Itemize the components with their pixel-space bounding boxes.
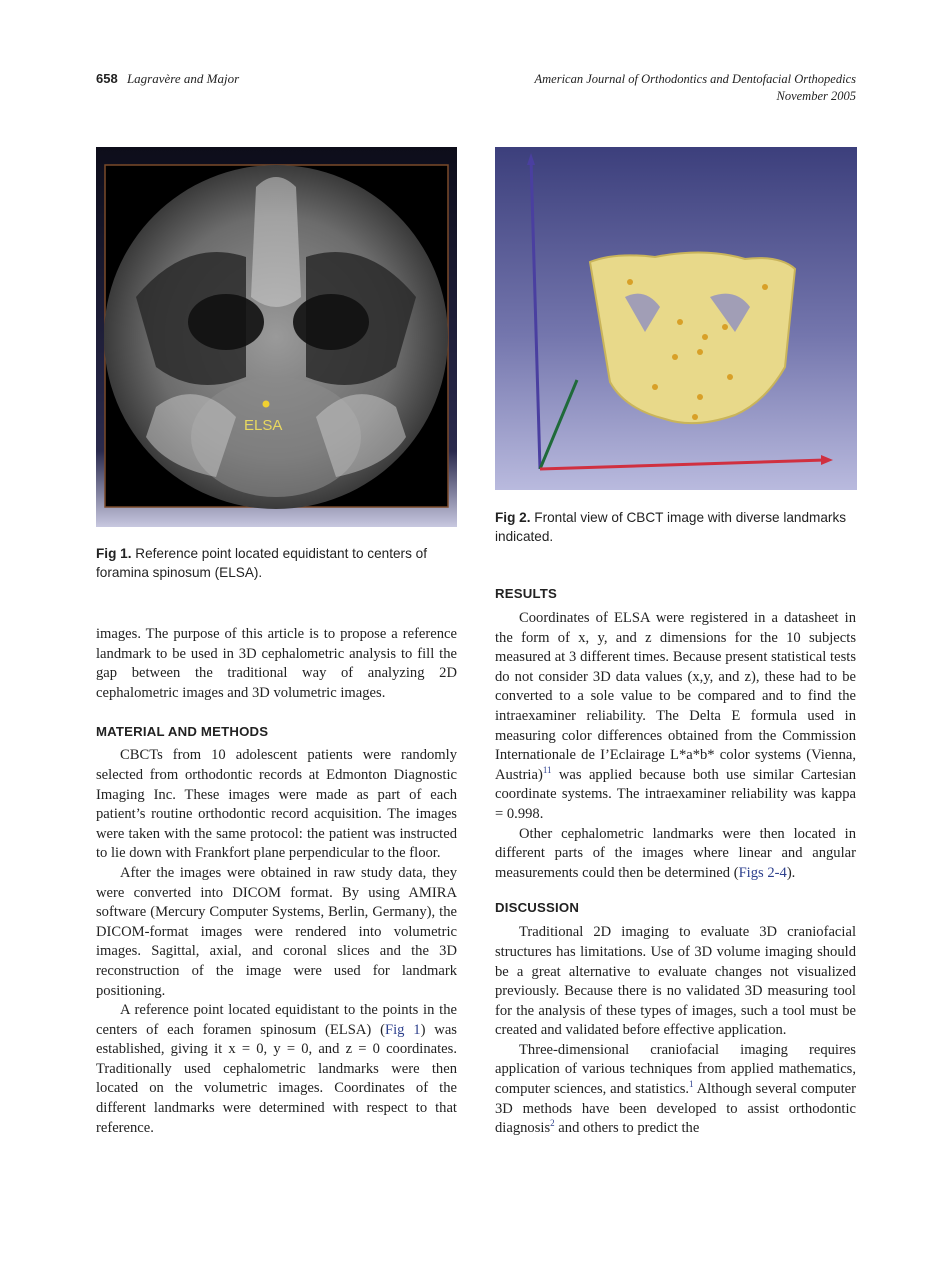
figure-2-label: Fig 2. [495,510,531,525]
figure-1-caption [96,545,457,582]
elsa-point-marker [263,401,270,408]
fig-1-link[interactable]: Fig 1 [384,1021,421,1038]
left-column [96,625,457,1138]
methods-heading: MATERIAL AND METHODS [96,724,269,740]
discussion-heading: DISCUSSION [495,900,580,916]
figure-1-image [96,147,457,527]
methods-paragraph-3: A reference point located equidistant to the points in the centers of each foramen spinosum (ELSA) (Fig 1) was established, giving it x = 0, y = 0, and z = 0 coordinates. Traditionally used cephalometric landmarks were then located on the volumetric images. Coordinates of the different landmarks were determined with respect to that reference. [96,1002,457,1136]
y-axis [540,380,577,469]
cbct-3d-illustration [495,147,857,490]
methods-paragraph-2: After the images were obtained in raw study data, they were converted into DICOM format. By using AMIRA software (Mercury Computer Systems, Berlin, Germany), the DICOM-format images were rendered into volumetric images. Sagittal, axial, and coronal slices and the 3D reconstruction of the image were used for landmark positioning. [96,864,457,999]
figure-1-label: Fig 1. [96,546,132,561]
journal-name: American Journal of Orthodontics and Dentofacial Orthopedics [534,72,856,86]
running-header-right [535,71,857,105]
skull-render [590,252,795,423]
results-paragraph-2: Other cephalometric landmarks were then located in different parts of the images where linear and angular measurements could then be determined (Figs 2-4). [495,825,856,881]
running-header-left [96,71,239,87]
z-axis [531,159,540,469]
ct-slice-illustration [96,147,457,527]
figure-2-caption-text: Frontal view of CBCT image with diverse landmarks indicated. [495,510,847,544]
reference-11[interactable]: 11 [542,764,552,775]
issue-date: November 2005 [776,89,856,103]
intro-paragraph: images. The purpose of this article is to propose a reference landmark to be used in 3D cephalometric analysis to fill the gap between the traditional way of analyzing 2D cephalometric images and 3D volumetric images. [96,626,457,701]
x-axis [540,460,825,469]
methods-paragraph-1: CBCTs from 10 adolescent patients were randomly selected from orthodontic records at Edmonton Diagnostic Imaging Inc. These images were made as part of each patient’s routine orthodontic record acquisition. The images were taken with the same protocol: the patient was instructed to lie down with Frankfort plane perpendicular to the floor. [96,747,457,862]
figure-2-image [495,147,857,490]
page-number: 658 [96,71,118,86]
figure-1-caption-text: Reference point located equidistant to centers of foramina spinosum (ELSA). [96,546,427,580]
discussion-paragraph-1: Traditional 2D imaging to evaluate 3D craniofacial structures has limitations. Use of 3D volume imaging should be a great alternative to evaluate changes not visualized previously. Because there is no validated 3D measuring tool for the analysis of these types of images, such a tool must be created and validated before effective application. [495,924,856,1039]
right-column [495,586,856,1139]
figure-2-caption [495,509,856,546]
author-names: Lagravère and Major [126,71,240,86]
elsa-label: ELSA [244,417,283,434]
discussion-paragraph-2: Three-dimensional craniofacial imaging requires application of various techniques from applied mathematics, computer sciences, and statistics.$^1$ Although several computer 3D methods have been developed to assist orthodontic diagnosis$^2$ and others to predict the [495,1041,856,1137]
reference-2[interactable]: 2 [550,1118,555,1129]
figs-2-4-link[interactable]: Figs 2-4 [738,864,787,881]
results-paragraph-1: Coordinates of ELSA were registered in a datasheet in the form of x, y, and z dimensions for the 10 subjects measured at 3 different times. Because present statistical tests do not consider 3D data values (x,y, and z), these had to be converted to a sole value to be compared and to find the intraexaminer reliability. The Delta E formula used in measuring color differences obtained from the Commission Internationale de I’Eclairage L*a*b* color systems (Vienna, Austria)$^{11}$ was applied because both use similar Cartesian coordinate systems. The intraexaminer reliability was kappa = 0.998. [495,610,856,822]
reference-1[interactable]: 1 [689,1079,694,1090]
results-heading: RESULTS [495,586,557,601]
